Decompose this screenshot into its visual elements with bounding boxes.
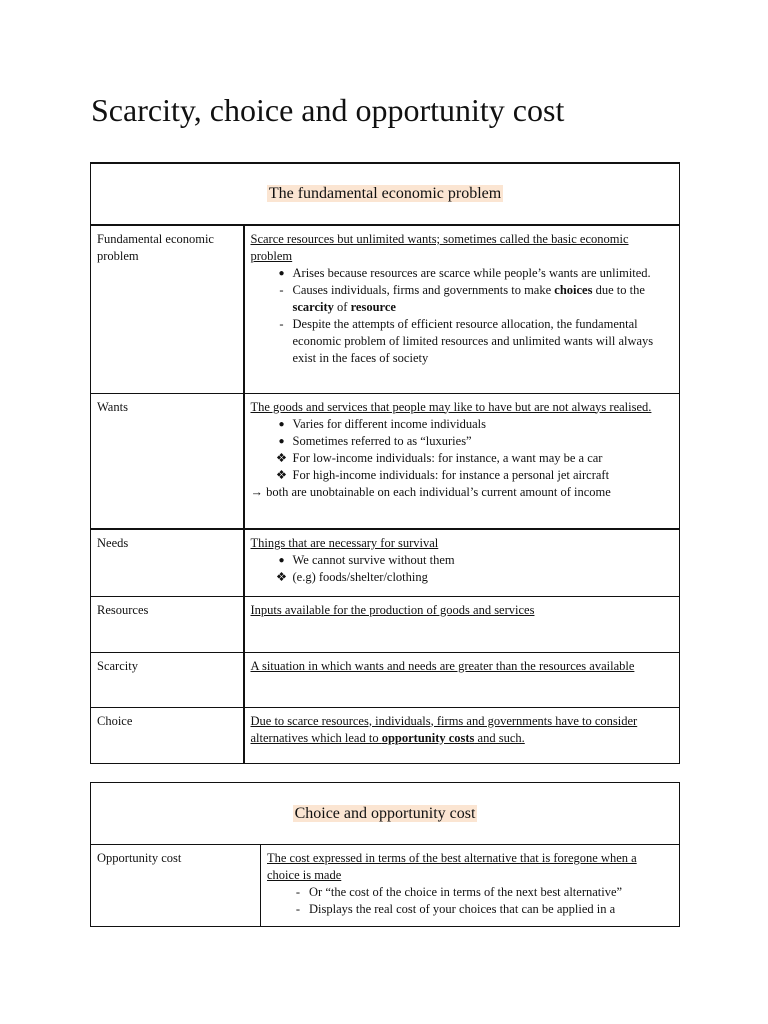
bullet-icon: ● <box>278 435 285 447</box>
list-item: ● We cannot survive without them <box>251 552 672 569</box>
list-item: - Causes individuals, firms and governments to make choices due to the scarcity of resource <box>251 282 672 316</box>
arrow-note: → both are unobtainable on each individual’s current amount of income <box>250 484 611 499</box>
list-item: - Or “the cost of the choice in terms of the next best alternative” <box>267 884 671 901</box>
definition-cell <box>244 707 680 763</box>
definition-text: Things that are necessary for survival <box>250 536 439 550</box>
table-row <box>91 393 680 529</box>
definition-text: A situation in which wants and needs are greater than the resources available <box>250 658 635 673</box>
term-cell: Fundamental economic problem <box>91 225 244 393</box>
table-header-text: Choice and opportunity cost <box>294 804 476 822</box>
term-cell: Opportunity cost <box>91 845 261 927</box>
list-item: ● Sometimes referred to as “luxuries” <box>251 433 672 450</box>
diamond-bullet-icon: ❖ <box>275 450 288 465</box>
definition-cell <box>244 596 680 652</box>
table-row <box>91 225 680 393</box>
table-header <box>91 783 680 845</box>
term-cell: Wants <box>91 393 244 529</box>
opportunity-cost-table <box>90 782 680 927</box>
term-cell: Needs <box>91 529 244 596</box>
dash-marker: - <box>295 885 301 899</box>
table-row <box>91 845 680 927</box>
definition-text: The goods and services that people may like to have but are not always realised. <box>250 399 652 414</box>
definition-text: Scarce resources but unlimited wants; sometimes called the basic economic problem <box>250 232 629 263</box>
page-title: Scarcity, choice and opportunity cost <box>91 92 565 128</box>
dash-marker: - <box>295 902 301 916</box>
diamond-bullet-icon: ❖ <box>275 570 288 584</box>
definition-cell <box>244 393 680 529</box>
list-item: ● Varies for different income individuals <box>251 416 672 433</box>
list-item: - Displays the real cost of your choices that can be applied in a <box>267 901 671 918</box>
list-item: ● Arises because resources are scarce while people’s wants are unlimited. <box>251 265 672 282</box>
definition-text: Inputs available for the production of goods and services <box>250 602 535 617</box>
definition-cell <box>244 529 680 596</box>
term-cell: Scarcity <box>91 652 244 707</box>
term-cell: Choice <box>91 707 244 763</box>
definition-text: Due to scarce resources, individuals, firms and governments have to consider alternatives which lead to opportunity costs and such. <box>250 713 638 745</box>
definition-text: The cost expressed in terms of the best alternative that is foregone when a choice is made <box>267 851 637 882</box>
table-row <box>91 529 680 596</box>
definition-cell <box>244 652 680 707</box>
term-cell: Resources <box>91 596 244 652</box>
list-item: ❖ For low-income individuals: for instance, a want may be a car <box>251 450 672 467</box>
diamond-bullet-icon: ❖ <box>275 467 288 482</box>
bullet-icon: ● <box>278 555 285 566</box>
bullet-icon: ● <box>278 418 285 430</box>
dash-marker: - <box>279 283 284 297</box>
fundamental-problem-table <box>90 162 680 764</box>
definition-cell <box>244 225 680 393</box>
table-row <box>91 707 680 763</box>
definition-cell <box>261 845 680 927</box>
list-item: ❖ (e.g) foods/shelter/clothing <box>251 569 672 586</box>
list-item: ❖ For high-income individuals: for instance a personal jet aircraft <box>251 467 672 484</box>
table-row <box>91 652 680 707</box>
list-item: - Despite the attempts of efficient resource allocation, the fundamental economic problem of limited resources and unlimited wants will always exist in the faces of society <box>251 316 672 367</box>
table-header-text: The fundamental economic problem <box>268 185 502 202</box>
bullet-icon: ● <box>278 268 285 279</box>
table-row <box>91 596 680 652</box>
table-header <box>91 163 680 225</box>
dash-marker: - <box>279 317 284 331</box>
